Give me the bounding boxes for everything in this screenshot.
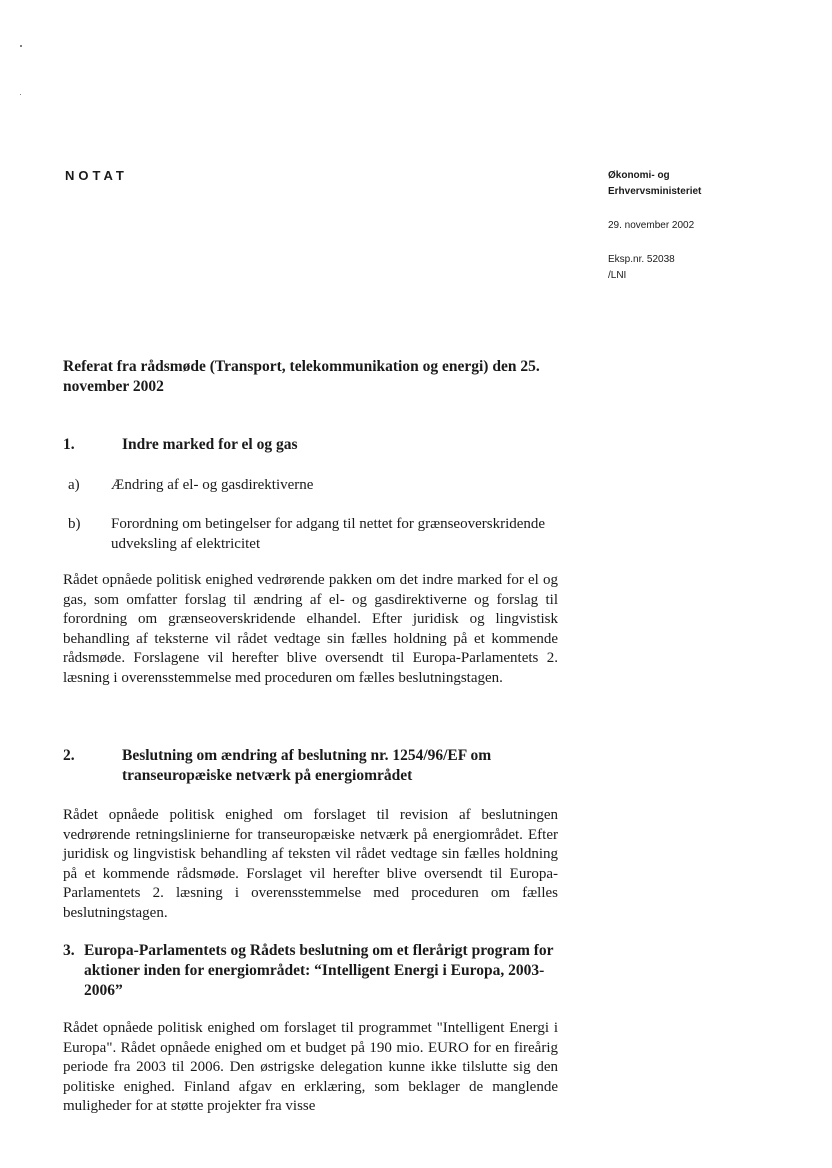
document-date: 29. november 2002: [608, 220, 695, 231]
list-item-b-text: Forordning om betingelser for adgang til nettet for grænseoverskridende udveksling af elektricitet: [111, 516, 546, 552]
scan-speck: [20, 94, 21, 95]
section-3-title: Europa-Parlamentets og Rådets beslutning om et flerårigt program for aktioner inden for energiområdet: “Intelligent Energi i Europa, 2003-2006”: [84, 942, 554, 999]
section-1-title: Indre marked for el og gas: [122, 436, 298, 453]
section-3-paragraph: Rådet opnåede politisk enighed om forslaget til programmet "Intelligent Energi i Europa". Rådet opnåede enighed om et budget på 190 mio. EURO for en fireårig periode fra 2003 til 2006. Den østrigske delegation kunne ikke tilslutte sig den politiske enighed. Finland afgav en erklæring, som beklager de manglende muligheder for at støtte projekter fra visse: [63, 1020, 558, 1115]
document-title: Referat fra rådsmøde (Transport, telekommunikation og energi) den 25. november 2002: [63, 358, 540, 395]
section-2-number: 2.: [63, 747, 75, 764]
initials: /LNI: [608, 270, 627, 281]
list-item-a-text: Ændring af el- og gasdirektiverne: [111, 477, 314, 493]
scan-speck: [20, 45, 22, 47]
section-2-paragraph: Rådet opnåede politisk enighed om forslaget til revision af beslutningen vedrørende retningslinierne for transeuropæiske netværk på energiområdet. Efter juridisk og lingvistisk behandling af teksten vil rådet vedtage sin fælles holdning på et kommende rådsmøde. Forslaget vil herefter blive oversendt til Europa-Parlamentets 2. læsning i overensstemmelse med proceduren om fælles beslutningstagen.: [63, 807, 558, 921]
section-2-title: Beslutning om ændring af beslutning nr. 1254/96/EF om transeuropæiske netværk på energiområdet: [122, 747, 492, 784]
ministry-name-line2: Erhvervsministeriet: [608, 186, 702, 197]
section-1-number: 1.: [63, 436, 75, 453]
section-3-number: 3.: [63, 942, 75, 959]
list-item-b-label: b): [68, 516, 81, 532]
ministry-name-line1: Økonomi- og: [608, 170, 670, 181]
document-type-label: NOTAT: [65, 168, 128, 183]
reference-number: Eksp.nr. 52038: [608, 254, 675, 265]
section-1-paragraph: Rådet opnåede politisk enighed vedrørende pakken om det indre marked for el og gas, som omfatter forslag til ændring af el- og gasdirektiverne og forslag til forordning om grænseoverskridende elhandel. Efter juridisk og lingvistisk behandling af teksterne vil rådet vedtage sin fælles holdning på et kommende rådsmøde. Forslagene vil herefter blive oversendt til Europa-Parlamentets 2. læsning i overensstemmelse med proceduren om fælles beslutningstagen.: [63, 572, 558, 686]
list-item-a-label: a): [68, 477, 80, 493]
ministry-info-block: [608, 168, 808, 284]
